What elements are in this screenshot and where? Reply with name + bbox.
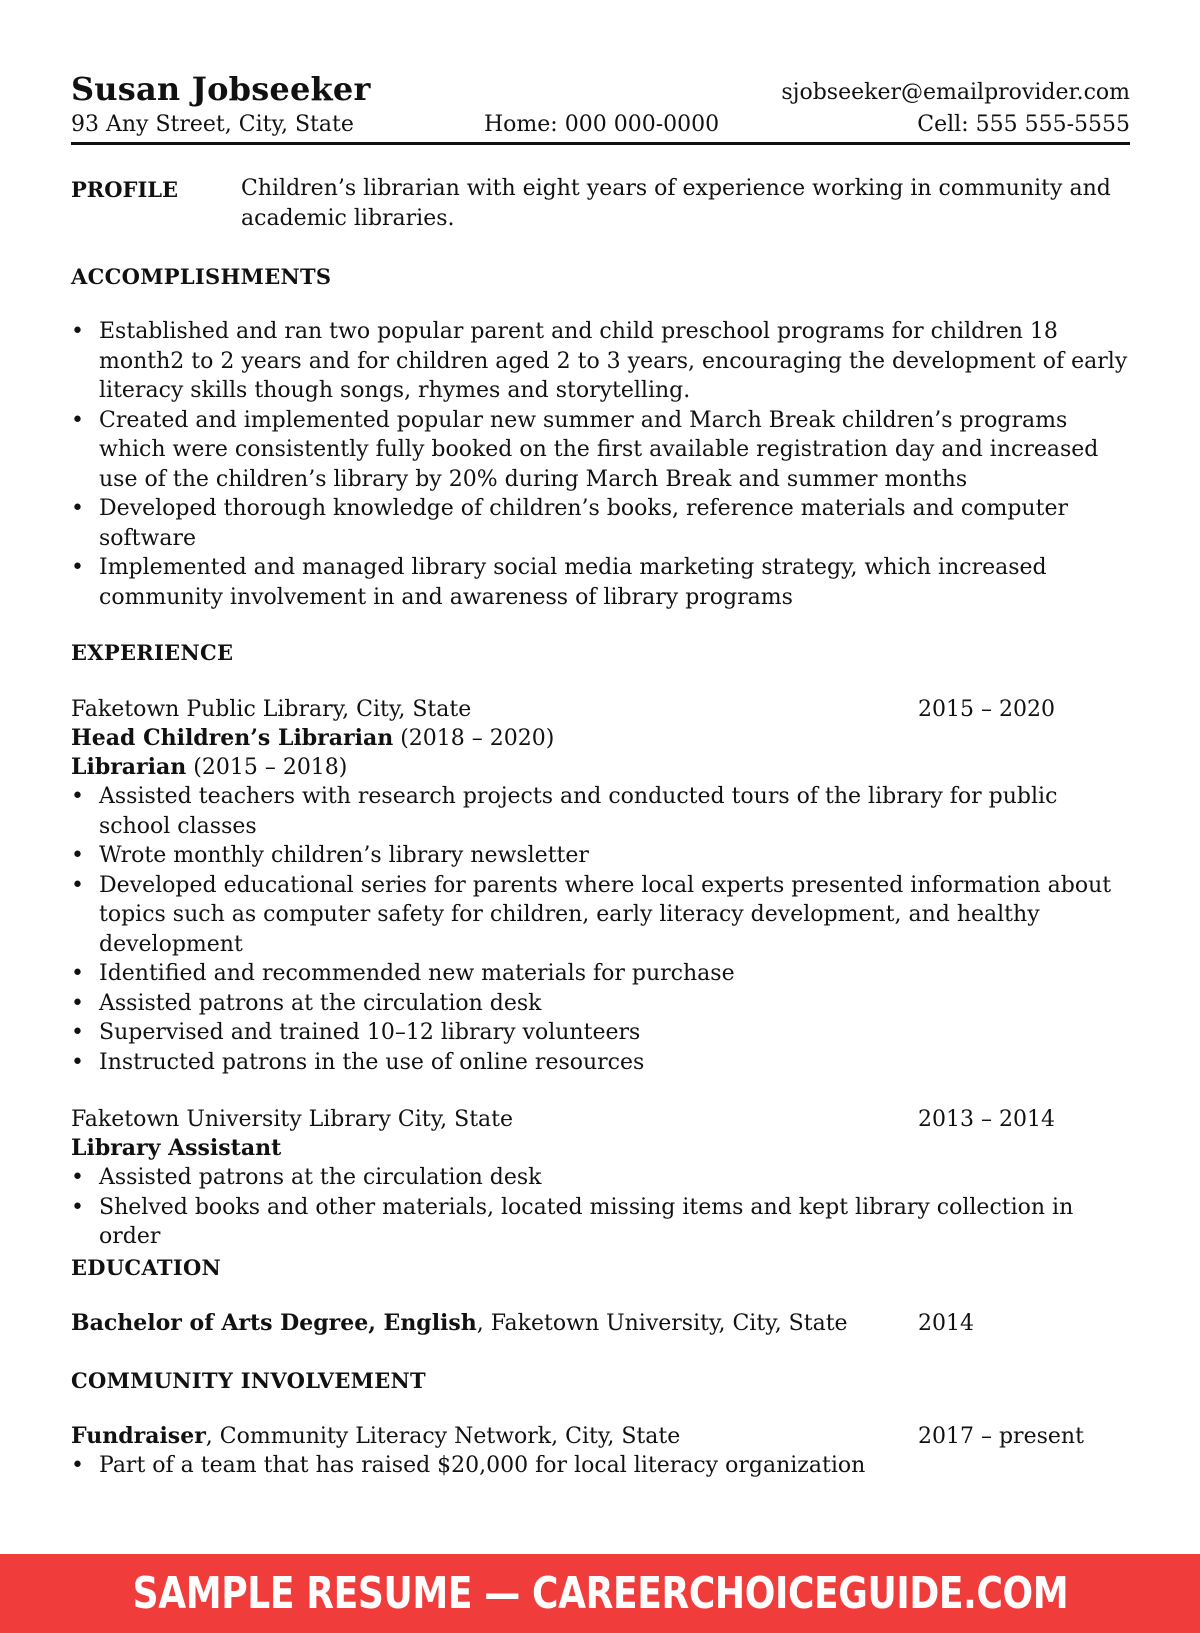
degree-name: Bachelor of Arts Degree, English [71, 1310, 477, 1336]
email-address: sjobseeker@emailprovider.com [781, 80, 1130, 105]
list-item: • Identified and recommended new materials for purchase [71, 959, 1130, 989]
job-role [71, 753, 347, 783]
job-duties-list [71, 1163, 1130, 1252]
school-name: , Faketown University, City, State [476, 1311, 848, 1336]
community-entry [71, 1422, 680, 1452]
employment-dates: 2015 – 2020 [918, 697, 1055, 722]
list-item: • Part of a team that has raised $20,000 for local literacy organization [71, 1451, 1130, 1481]
job-title: Head Children’s Librarian [71, 725, 394, 751]
list-item: • Shelved books and other materials, located missing items and kept library collection in order [71, 1193, 1130, 1252]
job-role [71, 724, 554, 754]
banner-text: SAMPLE RESUME — CAREERCHOICEGUIDE.COM [132, 1568, 1068, 1619]
list-item: • Supervised and trained 10–12 library volunteers [71, 1018, 1130, 1048]
job-period: (2015 – 2018) [186, 755, 348, 780]
list-item: • Developed educational series for parents where local experts presented information about topics such as computer safety for children, early literacy development, and healthy development [71, 871, 1130, 960]
community-org: , Community Literacy Network, City, State [205, 1424, 681, 1449]
accomplishments-list [71, 317, 1130, 612]
resume-header [71, 70, 1130, 110]
education-heading: EDUCATION [71, 1255, 222, 1280]
list-item: • Created and implemented popular new summer and March Break children’s programs which were consistently fully booked on the first available registration day and increased use of the children’s library by 20% during March Break and summer months [71, 406, 1130, 495]
list-item: • Assisted teachers with research projects and conducted tours of the library for public school classes [71, 782, 1130, 841]
community-dates: 2017 – present [918, 1424, 1084, 1449]
cell-phone: Cell: 555 555-5555 [917, 112, 1130, 137]
list-item: • Assisted patrons at the circulation desk [71, 989, 1130, 1019]
graduation-year: 2014 [918, 1311, 974, 1336]
job-period: (2018 – 2020) [393, 726, 555, 751]
job-role [71, 1134, 281, 1164]
list-item: • Assisted patrons at the circulation desk [71, 1163, 1130, 1193]
list-item: • Wrote monthly children’s library newsletter [71, 841, 1130, 871]
header-divider [71, 142, 1130, 145]
profile-heading: PROFILE [71, 177, 179, 202]
employer-name: Faketown Public Library, City, State [71, 697, 472, 722]
list-item: • Established and ran two popular parent and child preschool programs for children 18 month2 to 2 years and for children aged 2 to 3 years, encouraging the development of early literacy skills though songs, rhymes and storytelling. [71, 317, 1130, 406]
street-address: 93 Any Street, City, State [71, 112, 354, 137]
community-list [71, 1451, 1130, 1481]
job-duties-list [71, 782, 1130, 1077]
contact-line [71, 112, 1130, 142]
job-title: Librarian [71, 754, 187, 780]
accomplishments-heading: ACCOMPLISHMENTS [71, 264, 332, 289]
profile-text: Children’s librarian with eight years of experience working in community and academic libraries. [241, 176, 1111, 231]
education-entry [71, 1309, 848, 1339]
job-title: Library Assistant [71, 1135, 282, 1161]
experience-heading: EXPERIENCE [71, 640, 234, 665]
community-role: Fundraiser [71, 1423, 206, 1449]
employer-name: Faketown University Library City, State [71, 1107, 514, 1132]
list-item: • Developed thorough knowledge of children’s books, reference materials and computer software [71, 494, 1130, 553]
sample-resume-banner [0, 1554, 1200, 1633]
employment-dates: 2013 – 2014 [918, 1107, 1055, 1132]
list-item: • Instructed patrons in the use of online resources [71, 1048, 1130, 1078]
community-heading: COMMUNITY INVOLVEMENT [71, 1368, 426, 1393]
candidate-name: Susan Jobseeker [71, 70, 371, 108]
home-phone: Home: 000 000-0000 [484, 112, 720, 137]
list-item: • Implemented and managed library social media marketing strategy, which increased community involvement in and awareness of library programs [71, 553, 1130, 612]
